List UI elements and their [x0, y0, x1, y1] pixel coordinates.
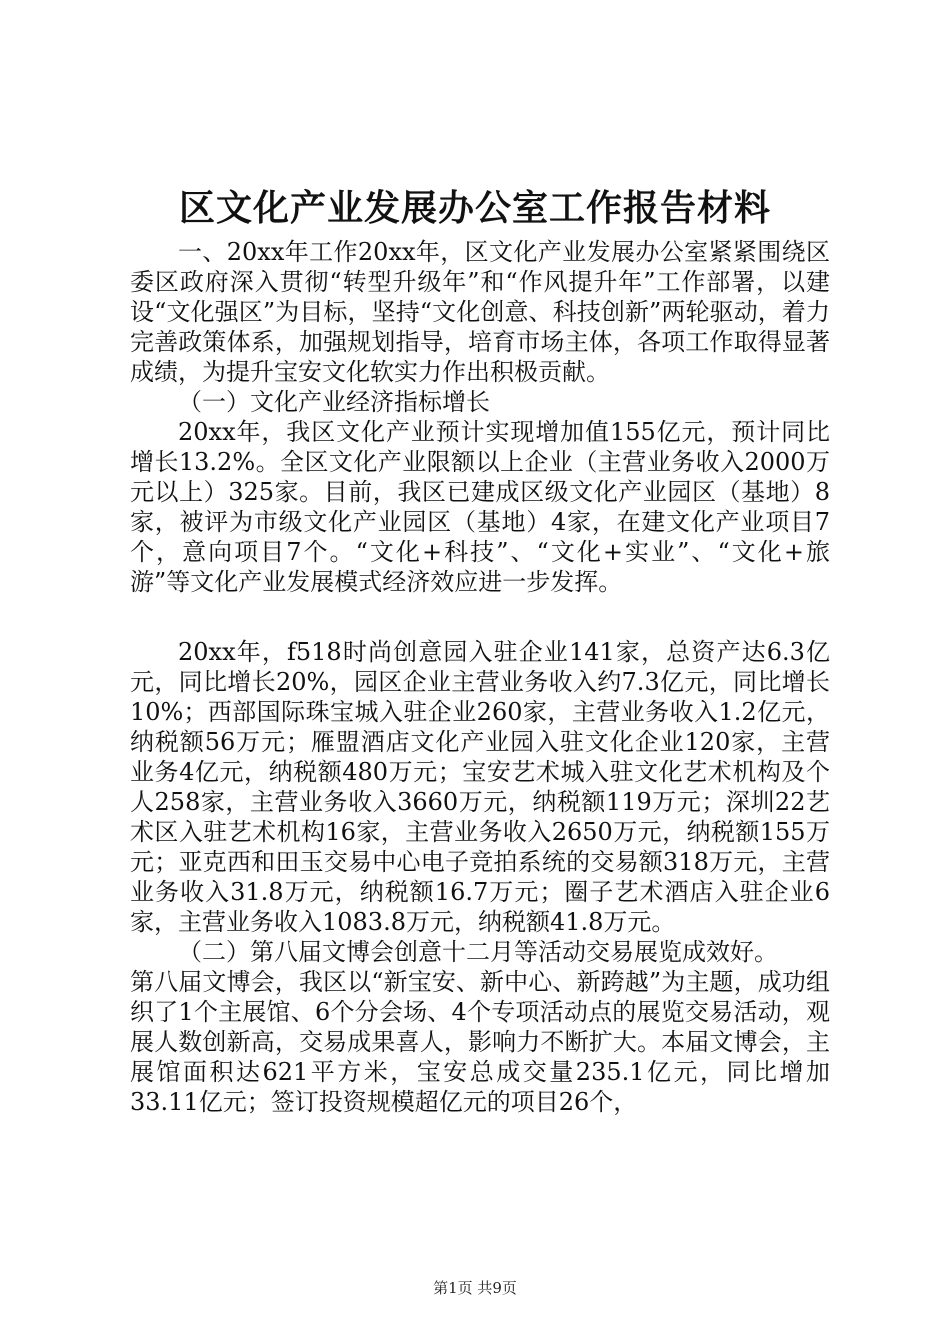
paragraph-indicators: 20xx年，我区文化产业预计实现增加值155亿元，预计同比增长13.2%。全区文化产业限额以上企业（主营业务收入2000万元以上）325家。目前，我区已建成区级文化产业园区（基地）8家，被评为市级文化产业园区（基地）4家，在建文化产业项目7个，意向项目7个。“文化+科技”、“文化+实业”、“文化+旅游”等文化产业发展模式经济效应进一步发挥。: [130, 418, 830, 596]
document-body: [130, 237, 830, 1117]
page-number: 第1页 共9页: [433, 1279, 517, 1297]
paragraph-expo: 第八届文博会，我区以“新宝安、新中心、新跨越”为主题，成功组织了1个主展馆、6个分会场、4个专项活动点的展览交易活动，观展人数创新高，交易成果喜人，影响力不断扩大。本届文博会，主展馆面积达621平方米，宝安总成交量235.1亿元，同比增加33.11亿元；签订投资规模超亿元的项目26个，: [130, 968, 830, 1116]
section-heading-1: （一）文化产业经济指标增长: [178, 388, 490, 416]
paragraph-intro: 一、20xx年工作20xx年，区文化产业发展办公室紧紧围绕区委区政府深入贯彻“转型升级年”和“作风提升年”工作部署，以建设“文化强区”为目标，坚持“文化创意、科技创新”两轮驱动，着力完善政策体系，加强规划指导，培育市场主体，各项工作取得显著成绩，为提升宝安文化软实力作出积极贡献。: [130, 238, 830, 386]
section-heading-2: （二）第八届文博会创意十二月等活动交易展览成效好。: [178, 938, 778, 966]
document-title: 区文化产业发展办公室工作报告材料: [178, 187, 771, 229]
paragraph-parks: 20xx年，f518时尚创意园入驻企业141家，总资产达6.3亿元，同比增长20%，园区企业主营业务收入约7.3亿元，同比增长10%；西部国际珠宝城入驻企业260家，主营业务收入1.2亿元，纳税额56万元；雁盟酒店文化产业园入驻文化企业120家，主营业务4亿元，纳税额480万元；宝安艺术城入驻文化艺术机构及个人258家，主营业务收入3660万元，纳税额119万元；深圳22艺术区入驻艺术机构16家，主营业务收入2650万元，纳税额155万元；亚克西和田玉交易中心电子竞拍系统的交易额318万元，主营业务收入31.8万元，纳税额16.7万元；圈子艺术酒店入驻企业6家，主营业务收入1083.8万元，纳税额41.8万元。: [130, 638, 830, 936]
paragraph-spacer: [130, 597, 830, 637]
